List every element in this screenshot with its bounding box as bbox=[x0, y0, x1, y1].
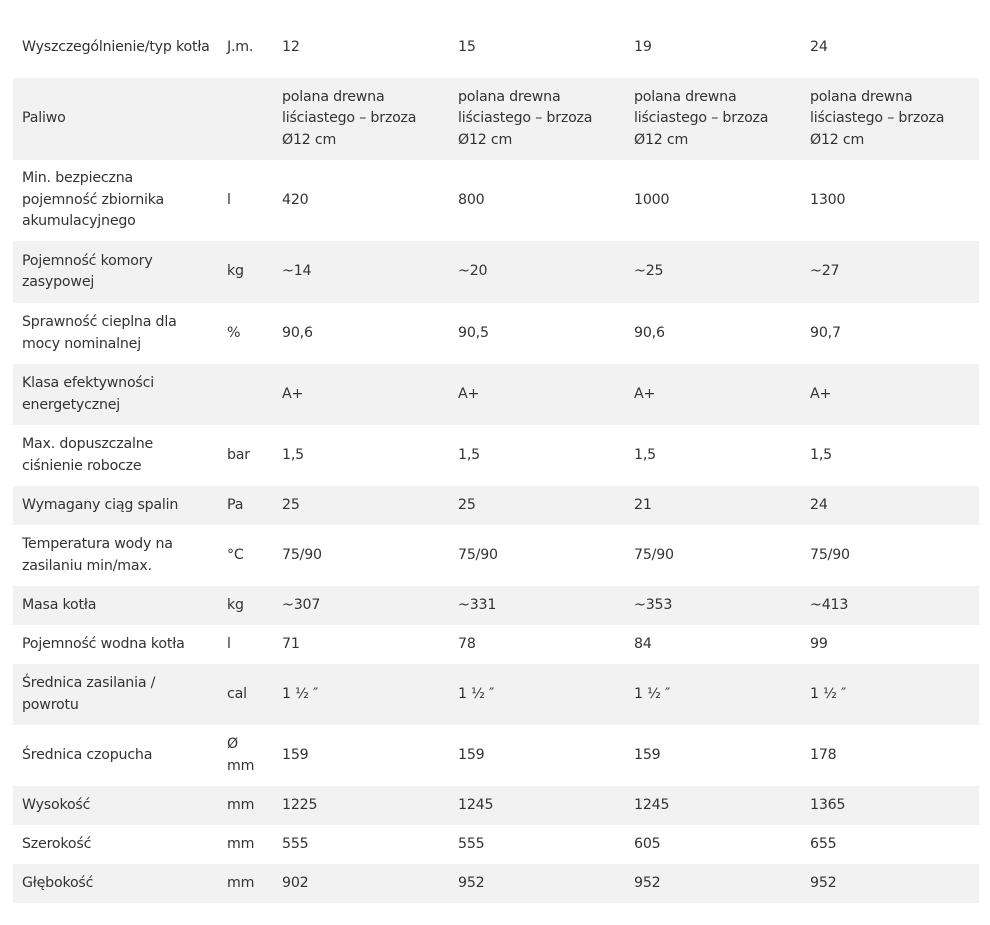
value-cell: 655 bbox=[810, 835, 837, 852]
value-cell: 1225 bbox=[282, 796, 318, 813]
table-row bbox=[13, 525, 979, 586]
value-cell: 75/90 bbox=[634, 546, 674, 563]
value-cell: 1365 bbox=[810, 796, 846, 813]
row-label: Wyszczególnienie/typ kotła bbox=[22, 38, 210, 55]
table-row bbox=[13, 725, 979, 786]
value-cell: 555 bbox=[282, 835, 309, 852]
value-cell: A+ bbox=[810, 385, 832, 402]
row-unit bbox=[220, 78, 273, 160]
value-cell: 71 bbox=[282, 635, 300, 652]
value-cell: ~413 bbox=[810, 596, 849, 613]
value-cell: 78 bbox=[458, 635, 476, 652]
value-cell: ~307 bbox=[282, 596, 321, 613]
row-unit: kg bbox=[227, 263, 244, 280]
row-label: Średnica czopucha bbox=[22, 746, 153, 763]
value-cell: 555 bbox=[458, 835, 485, 852]
value-cell: 90,7 bbox=[810, 324, 841, 341]
value-cell: 1300 bbox=[810, 191, 846, 208]
value-cell: 24 bbox=[810, 496, 828, 513]
row-label: Max. dopuszczalne ciśnienie robocze bbox=[22, 436, 154, 474]
value-cell: 952 bbox=[458, 874, 485, 891]
value-cell: 25 bbox=[282, 496, 300, 513]
value-cell: 84 bbox=[634, 635, 652, 652]
row-unit: J.m. bbox=[227, 38, 254, 55]
value-cell: 1 ½ ″ bbox=[810, 685, 847, 702]
value-cell: 1000 bbox=[634, 191, 670, 208]
value-cell: polana drewna liściastego – brzoza Ø12 cm bbox=[634, 88, 769, 148]
row-unit: Pa bbox=[227, 496, 244, 513]
value-cell: 90,5 bbox=[458, 324, 489, 341]
value-cell: ~25 bbox=[634, 263, 664, 280]
row-unit: % bbox=[227, 324, 241, 341]
value-cell: 902 bbox=[282, 874, 309, 891]
value-cell: 1,5 bbox=[458, 446, 480, 463]
value-cell: 25 bbox=[458, 496, 476, 513]
value-cell: 21 bbox=[634, 496, 652, 513]
table-row bbox=[13, 586, 979, 625]
value-cell: 952 bbox=[634, 874, 661, 891]
row-label: Wysokość bbox=[22, 796, 91, 813]
value-cell: 605 bbox=[634, 835, 661, 852]
value-cell: 1,5 bbox=[810, 446, 832, 463]
row-unit: mm bbox=[227, 874, 255, 891]
value-cell: 1245 bbox=[634, 796, 670, 813]
spec-table-body bbox=[13, 17, 979, 903]
value-cell: polana drewna liściastego – brzoza Ø12 cm bbox=[458, 88, 593, 148]
table-row bbox=[13, 303, 979, 364]
value-cell: 99 bbox=[810, 635, 828, 652]
row-unit: l bbox=[227, 635, 231, 652]
value-cell: 12 bbox=[282, 38, 300, 55]
row-label: Pojemność komory zasypowej bbox=[22, 252, 153, 290]
value-cell: 75/90 bbox=[810, 546, 850, 563]
value-cell: 1,5 bbox=[634, 446, 656, 463]
row-unit: bar bbox=[227, 446, 250, 463]
row-label: Paliwo bbox=[22, 110, 66, 127]
value-cell: 90,6 bbox=[634, 324, 665, 341]
value-cell: 1 ½ ″ bbox=[282, 685, 319, 702]
value-cell: 1 ½ ″ bbox=[634, 685, 671, 702]
row-unit: l bbox=[227, 191, 231, 208]
value-cell: 1,5 bbox=[282, 446, 304, 463]
value-cell: 159 bbox=[634, 746, 661, 763]
value-cell: A+ bbox=[458, 385, 480, 402]
table-row bbox=[13, 78, 979, 160]
value-cell: 159 bbox=[458, 746, 485, 763]
table-row bbox=[13, 425, 979, 486]
table-row bbox=[13, 664, 979, 725]
table-row bbox=[13, 786, 979, 825]
value-cell: 24 bbox=[810, 38, 828, 55]
row-unit: kg bbox=[227, 596, 244, 613]
value-cell: 420 bbox=[282, 191, 309, 208]
value-cell: ~27 bbox=[810, 263, 840, 280]
row-label: Masa kotła bbox=[22, 596, 97, 613]
value-cell: 1 ½ ″ bbox=[458, 685, 495, 702]
value-cell: 75/90 bbox=[282, 546, 322, 563]
value-cell: 90,6 bbox=[282, 324, 313, 341]
table-row bbox=[13, 160, 979, 241]
value-cell: 952 bbox=[810, 874, 837, 891]
value-cell: ~331 bbox=[458, 596, 497, 613]
row-label: Min. bezpieczna pojemność zbiornika akumulacyjnego bbox=[22, 170, 165, 230]
row-label: Szerokość bbox=[22, 835, 92, 852]
value-cell: ~353 bbox=[634, 596, 673, 613]
row-label: Głębokość bbox=[22, 874, 94, 891]
value-cell: A+ bbox=[634, 385, 656, 402]
row-label: Średnica zasilania / powrotu bbox=[22, 675, 156, 713]
value-cell: polana drewna liściastego – brzoza Ø12 cm bbox=[282, 88, 417, 148]
value-cell: 75/90 bbox=[458, 546, 498, 563]
value-cell: 800 bbox=[458, 191, 485, 208]
row-unit: Ø mm bbox=[227, 736, 255, 774]
value-cell: 178 bbox=[810, 746, 837, 763]
table-row bbox=[13, 486, 979, 525]
value-cell: 1245 bbox=[458, 796, 494, 813]
table-row bbox=[13, 364, 979, 425]
row-unit: mm bbox=[227, 796, 255, 813]
value-cell: polana drewna liściastego – brzoza Ø12 cm bbox=[810, 88, 945, 148]
table-row bbox=[13, 241, 979, 303]
value-cell: ~20 bbox=[458, 263, 488, 280]
table-row bbox=[13, 17, 979, 78]
table-row bbox=[13, 825, 979, 864]
boiler-spec-table bbox=[13, 17, 979, 903]
row-label: Wymagany ciąg spalin bbox=[22, 496, 179, 513]
table-row bbox=[13, 625, 979, 664]
row-unit bbox=[220, 364, 273, 425]
row-label: Sprawność cieplna dla mocy nominalnej bbox=[22, 314, 177, 352]
row-unit: mm bbox=[227, 835, 255, 852]
value-cell: A+ bbox=[282, 385, 304, 402]
value-cell: 159 bbox=[282, 746, 309, 763]
value-cell: ~14 bbox=[282, 263, 312, 280]
table-row bbox=[13, 864, 979, 903]
value-cell: 15 bbox=[458, 38, 476, 55]
row-label: Pojemność wodna kotła bbox=[22, 635, 185, 652]
row-unit: cal bbox=[227, 685, 247, 702]
row-label: Klasa efektywności energetycznej bbox=[22, 375, 154, 413]
value-cell: 19 bbox=[634, 38, 652, 55]
row-unit: °C bbox=[227, 546, 244, 563]
row-label: Temperatura wody na zasilaniu min/max. bbox=[22, 536, 173, 574]
